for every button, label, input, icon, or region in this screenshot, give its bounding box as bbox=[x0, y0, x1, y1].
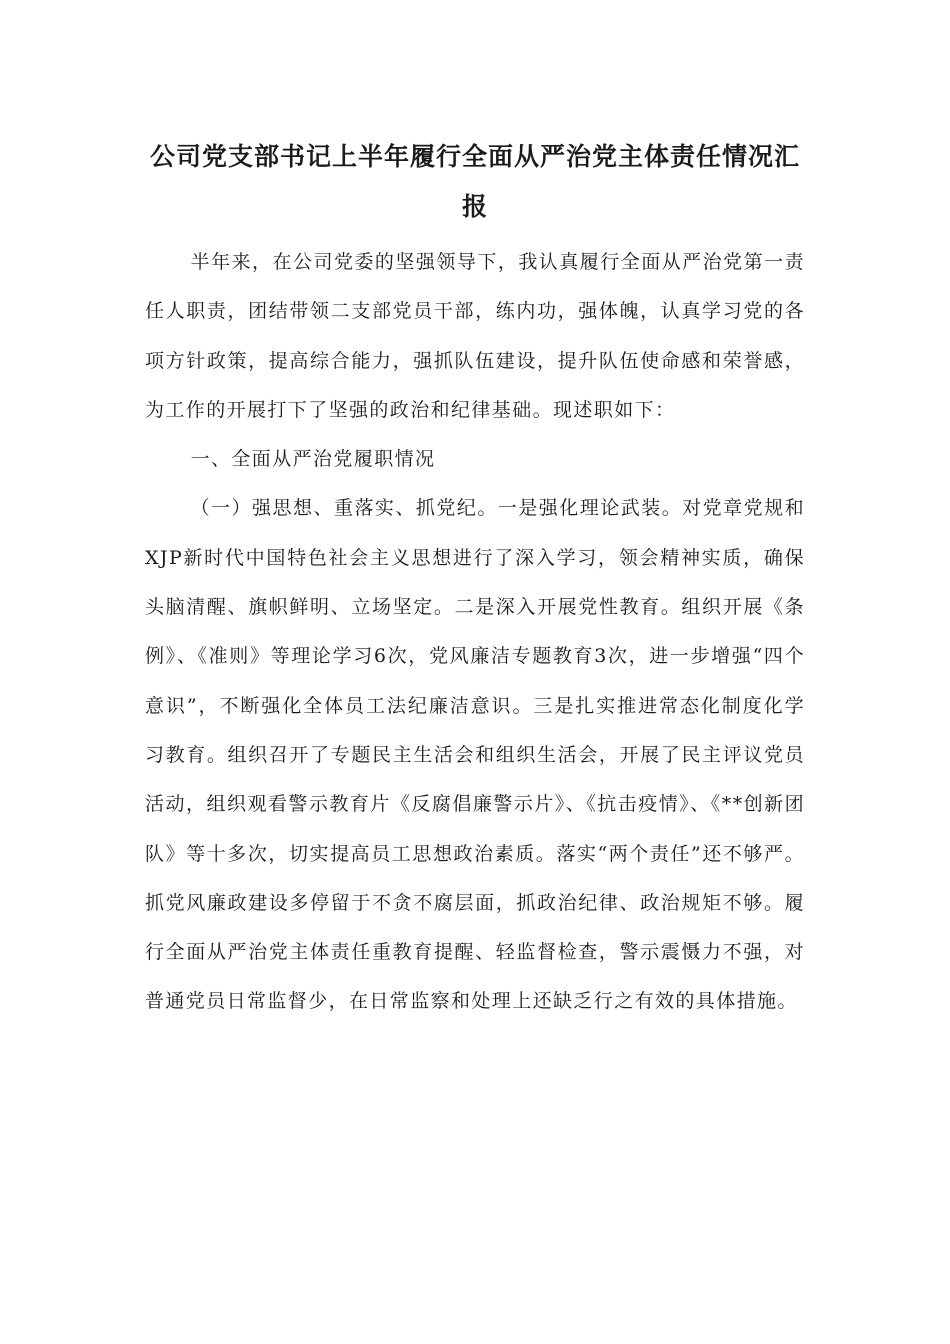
document-title: 公司党支部书记上半年履行全面从严治党主体责任情况汇报 bbox=[149, 142, 800, 221]
section-heading: 一、全面从严治党履职情况 bbox=[190, 448, 436, 471]
document-body bbox=[145, 238, 805, 1027]
paragraph-intro: 半年来，在公司党委的坚强领导下，我认真履行全面从严治党第一责任人职责，团结带领二支部党员干部，练内功，强体魄，认真学习党的各项方针政策，提高综合能力，强抓队伍建设，提升队伍使命感和荣誉感，为工作的开展打下了坚强的政治和纪律基础。现述职如下： bbox=[145, 251, 805, 421]
paragraph-section-1: （一）强思想、重落实、抓党纪。一是强化理论武装。对党章党规和XJP新时代中国特色社会主义思想进行了深入学习，领会精神实质，确保头脑清醒、旗帜鲜明、立场坚定。二是深入开展党性教育。组织开展《条例》、《准则》等理论学习6次，党风廉洁专题教育3次，进一步增强“四个意识”，不断强化全体员工法纪廉洁意识。三是扎实推进常态化制度化学习教育。组织召开了专题民主生活会和组织生活会，开展了民主评议党员活动，组织观看警示教育片《反腐倡廉警示片》、《抗击疫情》、《**创新团队》等十多次，切实提高员工思想政治素质。落实“两个责任”还不够严。抓党风廉政建设多停留于不贪不腐层面，抓政治纪律、政治规矩不够。履行全面从严治党主体责任重教育提醒、轻监督检查，警示震慑力不强，对普通党员日常监督少，在日常监察和处理上还缺乏行之有效的具体措施。 bbox=[145, 497, 805, 1013]
